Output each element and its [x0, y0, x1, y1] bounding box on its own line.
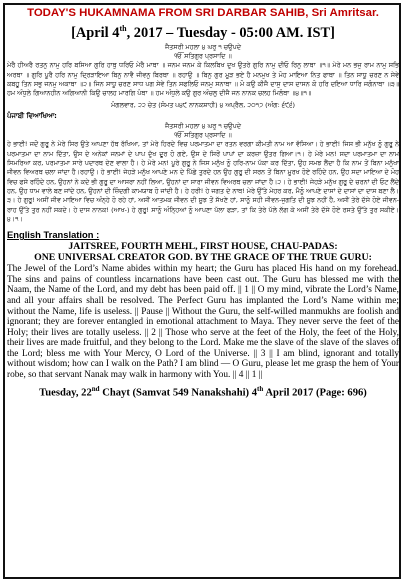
english-translation-text: The Jewel of the Lord’s Name abides within my heart; the Guru has placed His hand on my forehead. The sins and pains of countless incarnations have been cast out. The Guru has blessed me with the Naam, the Name of the Lord, and my debt has been paid off. || 1 || O my mind, vibrate the Lord’s Name, and all your affairs shall be resolved. The Perfect Guru has implanted the Lord’s Name within me; without the Name, life is useless. || Pause || Without the Guru, the self-willed manmukhs are foolish and ignorant; they are forever entangled in emotional attachment to Maya. They never serve the feet of the Holy; their lives are totally useless. || 2 || Those who serve at the feet of the Holy, the feet of the Holy, their lives are made fruitful, and they belong to the Lord. Make me the slave of the slave of the slaves of the Lord; bless me with Your Mercy, O Lord of the Universe. || 3 || I am blind, ignorant and totally without wisdom; how can I walk on the Path? I am blind — O Guru, please let me grasp the hem of Your robe, so that servant Nanak may walk in harmony with You. || 4 || 1 ||: [7, 264, 399, 381]
footer-day-sup: nd: [91, 384, 100, 393]
footer-mid: Chayt (Samvat 549 Nanakshahi) 4: [99, 387, 258, 399]
date-suffix: , 2017 – Tuesday - 05:00 AM. IST]: [126, 24, 335, 41]
english-section-label: English Translation :: [7, 229, 100, 241]
footer-date: [7, 385, 399, 399]
punjabi-section-label: ਪੰਜਾਬੀ ਵਿਆਖਿਆ:: [7, 111, 57, 120]
punjabi-heading: ਜੈਤਸਰੀ ਮਹਲਾ ੪ ਘਰੁ ੧ ਚਉਪਦੇ: [165, 121, 241, 130]
gurmukhi-date-line: ਮੰਗਲਵਾਰ, ੨੨ ਚੇਤ (ਸੰਮਤ ੫੪੯ ਨਾਨਕਸ਼ਾਹੀ) ੪ ਅਪ੍ਰੈਲ, ੨੦੧੭ (ਅੰਗ: ੬੯੬): [111, 100, 295, 109]
page-title: TODAY'S HUKAMNAMA FROM SRI DARBAR SAHIB, Sri Amritsar.: [27, 7, 379, 19]
gurmukhi-shabad-text: ਮੇਰੈ ਹੀਅਰੈ ਰਤਨੁ ਨਾਮੁ ਹਰਿ ਬਸਿਆ ਗੁਰਿ ਹਾਥੁ ਧਰਿਓ ਮੇਰੈ ਮਾਥਾ ॥ ਜਨਮ ਜਨਮ ਕੇ ਕਿਲਬਿਖ ਦੁਖ ਉਤਰੇ ਗੁਰਿ ਨਾਮੁ ਦੀਓ ਰਿਨੁ ਲਾਥਾ ॥੧॥ ਮੇਰੇ ਮਨ ਭਜੁ ਰਾਮ ਨਾਮੁ ਸਭਿ ਅਰਥਾ ॥ ਗੁਰਿ ਪੂਰੈ ਹਰਿ ਨਾਮੁ ਦ੍ਰਿੜਾਇਆ ਬਿਨੁ ਨਾਵੈ ਜੀਵਨੁ ਬਿਰਥਾ ॥ ਰਹਾਉ ॥ ਬਿਨੁ ਗੁਰ ਮੂੜ ਭਏ ਹੈ ਮਨਮੁਖ ਤੇ ਮੋਹ ਮਾਇਆ ਨਿਤ ਫਾਥਾ ॥ ਤਿਨ ਸਾਧੂ ਚਰਣ ਨ ਸੇਵੇ ਕਬਹੂ ਤਿਨ ਸਭੁ ਜਨਮੁ ਅਕਾਥਾ ॥੨॥ ਜਿਨ ਸਾਧੂ ਚਰਣ ਸਾਧ ਪਗ ਸੇਵੇ ਤਿਨ ਸਫਲਿਓ ਜਨਮੁ ਸਨਾਥਾ ॥ ਮੋ ਕਉ ਕੀਜੈ ਦਾਸੁ ਦਾਸ ਦਾਸਨ ਕੋ ਹਰਿ ਦਇਆ ਧਾਰਿ ਜਗੰਨਾਥਾ ॥੩॥ ਹਮ ਅੰਧੁਲੇ ਗਿਆਨਹੀਨ ਅਗਿਆਨੀ ਕਿਉ ਚਾਲਹ ਮਾਰਗਿ ਪੰਥਾ ॥ ਹਮ ਅੰਧੁਲੇ ਕਉ ਗੁਰ ਅੰਚਲੁ ਦੀਜੈ ਜਨ ਨਾਨਕ ਚਲਹ ਮਿਲੰਥਾ ॥੪॥੧॥: [7, 61, 399, 98]
footer-day: Tuesday, 22: [39, 387, 92, 399]
footer-end: April 2017 (Page: 696): [263, 387, 367, 399]
date-prefix: [April 4: [71, 24, 120, 41]
hukamnama-document: [7, 5, 399, 579]
punjabi-mool-mantar: ੴ ਸਤਿਗੁਰ ਪ੍ਰਸਾਦਿ ॥: [174, 131, 232, 140]
date-line: [7, 21, 399, 41]
date-sup: th: [119, 24, 127, 33]
gurmukhi-mool-mantar: ੴ ਸਤਿਗੁਰ ਪ੍ਰਸਾਦਿ ॥: [174, 52, 232, 61]
english-creator-line: ONE UNIVERSAL CREATOR GOD. BY THE GRACE OF THE TRUE GURU:: [34, 252, 372, 264]
footer-month-sup: th: [257, 384, 264, 393]
gurmukhi-heading: ਜੈਤਸਰੀ ਮਹਲਾ ੪ ਘਰੁ ੧ ਚਉਪਦੇ: [165, 42, 241, 51]
punjabi-explanation-text: ਹੇ ਭਾਈ! ਜਦੋਂ ਗੁਰੂ ਨੇ ਮੇਰੇ ਸਿਰ ਉਤੇ ਆਪਣਾ ਹੱਥ ਰੱਖਿਆ, ਤਾਂ ਮੇਰੇ ਹਿਰਦੇ ਵਿਚ ਪਰਮਾਤਮਾ ਦਾ ਰਤਨ ਵਰਗਾ ਕੀਮਤੀ ਨਾਮ ਆ ਵੱਸਿਆ। ਹੇ ਭਾਈ! ਜਿਸ ਭੀ ਮਨੁੱਖ ਨੂੰ ਗੁਰੂ ਨੇ ਪਰਮਾਤਮਾ ਦਾ ਨਾਮ ਦਿੱਤਾ, ਉਸ ਦੇ ਅਨੇਕਾਂ ਜਨਮਾਂ ਦੇ ਪਾਪ ਦੁੱਖ ਦੂਰ ਹੋ ਗਏ, ਉਸ ਦੇ ਸਿਰੋਂ ਪਾਪਾਂ ਦਾ ਕਰਜ਼ਾ ਉਤਰ ਗਿਆ।੧। ਹੇ ਮੇਰੇ ਮਨ! ਸਦਾ ਪਰਮਾਤਮਾ ਦਾ ਨਾਮ ਸਿਮਰਿਆ ਕਰ, ਪਰਮਾਤਮਾ ਸਾਰੇ ਪਦਾਰਥ ਦੇਣ ਵਾਲਾ ਹੈ। ਹੇ ਮੇਰੇ ਮਨ! ਪੂਰੇ ਗੁਰੂ ਨੇ ਜਿਸ ਮਨੁੱਖ ਨੂੰ ਹਰਿ-ਨਾਮ ਪੱਕਾ ਕਰ ਦਿੱਤਾ, ਉਹ ਸਮਝ ਲੈਂਦਾ ਹੈ ਕਿ ਨਾਮ ਤੋਂ ਬਿਨਾ ਮਨੁੱਖਾ ਜੀਵਨ ਵਿਅਰਥ ਚਲਾ ਜਾਂਦਾ ਹੈ।ਰਹਾਉ। ਹੇ ਭਾਈ! ਜੇਹੜੇ ਮਨੁੱਖ ਆਪਣੇ ਮਨ ਦੇ ਪਿੱਛੇ ਤੁਰਦੇ ਹਨ ਉਹ ਗੁਰੂ ਦੀ ਸਰਨ ਤੋਂ ਬਿਨਾ ਮੂਰਖ ਹੋਏ ਰਹਿੰਦੇ ਹਨ, ਉਹ ਸਦਾ ਮਾਇਆ ਦੇ ਮੋਹ ਵਿਚ ਫਸੇ ਰਹਿੰਦੇ ਹਨ, ਉਹਨਾਂ ਨੇ ਕਦੇ ਭੀ ਗੁਰੂ ਦਾ ਆਸਰਾ ਨਹੀਂ ਲਿਆ, ਉਹਨਾਂ ਦਾ ਸਾਰਾ ਜੀਵਨ ਵਿਅਰਥ ਚਲਾ ਜਾਂਦਾ ਹੈ।੨। ਹੇ ਭਾਈ! ਜੇਹੜੇ ਮਨੁੱਖ ਗੁਰੂ ਦੇ ਚਰਨਾਂ ਦੀ ਓਟ ਲੈਂਦੇ ਹਨ, ਉਹ ਧਾਮ ਵਾਲੇ ਬਣ ਜਾਂਦੇ ਹਨ, ਉਹਨਾਂ ਦੀ ਜ਼ਿੰਦਗੀ ਕਾਮਯਾਬ ਹੋ ਜਾਂਦੀ ਹੈ। ਹੇ ਹਰੀ! ਹੇ ਜਗਤ ਦੇ ਨਾਥ! ਮੇਰੇ ਉੱਤੇ ਮੇਹਰ ਕਰ, ਮੈਨੂੰ ਆਪਣੇ ਦਾਸਾਂ ਦੇ ਦਾਸਾਂ ਦਾ ਦਾਸ ਬਣਾ ਲੈ।੩। ਹੇ ਗੁਰੂ! ਅਸੀਂ ਜੀਵ ਮਾਇਆ ਵਿਚ ਅੰਨ੍ਹੇ ਹੋ ਰਹੇ ਹਾਂ, ਅਸੀਂ ਆਤਮਕ ਜੀਵਨ ਦੀ ਸੂਝ ਤੋਂ ਸੱਖਣੇ ਹਾਂ, ਸਾਨੂੰ ਸਹੀ ਜੀਵਨ-ਜੁਗਤਿ ਦੀ ਸੂਝ ਨਹੀਂ ਹੈ, ਅਸੀਂ ਤੇਰੇ ਦੱਸੇ ਹੋਏ ਜੀਵਨ-ਰਾਹ ਉੱਤੇ ਤੁਰ ਨਹੀਂ ਸਕਦੇ। ਹੇ ਦਾਸ ਨਾਨਕ! (ਆਖ-) ਹੇ ਗੁਰੂ! ਸਾਨੂੰ ਅੰਨ੍ਹਿਆਂ ਨੂੰ ਆਪਣਾ ਪੱਲਾ ਫੜਾ, ਤਾਂ ਕਿ ਤੇਰੇ ਪੱਲੇ ਲੱਗ ਕੇ ਅਸੀਂ ਤੇਰੇ ਦੱਸੇ ਹੋਏ ਰਸਤੇ ਉੱਤੇ ਤੁਰ ਸਕੀਏ।੪।੧।: [7, 140, 399, 223]
english-heading: JAITSREE, FOURTH MEHL, FIRST HOUSE, CHAU-PADAS:: [68, 241, 338, 253]
